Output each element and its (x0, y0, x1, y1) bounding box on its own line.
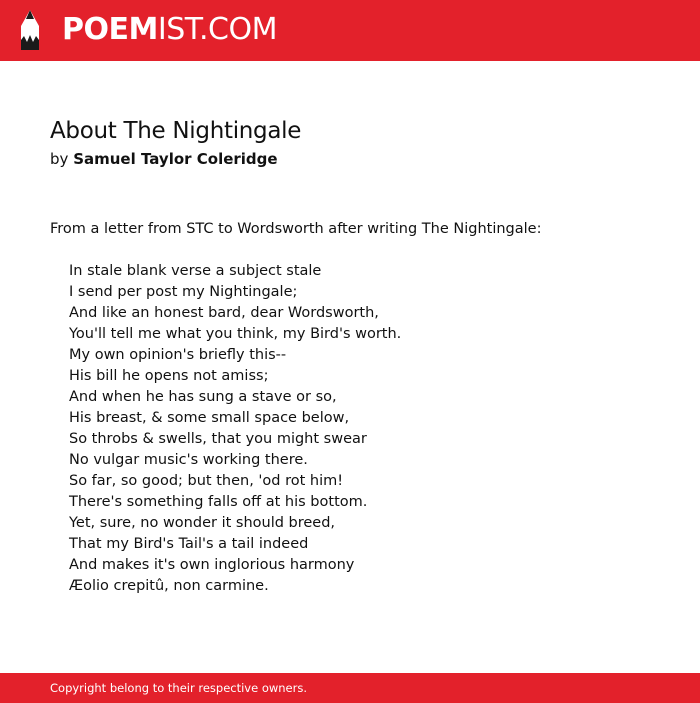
byline (50, 148, 278, 170)
poem-line: I send per post my Nightingale; (69, 284, 298, 300)
by-label: by (50, 150, 69, 168)
poem-line: And makes it's own inglorious harmony (69, 557, 355, 573)
site-header (0, 0, 700, 61)
site-logo-text[interactable] (62, 13, 277, 47)
brand-name-light: IST.COM (157, 12, 277, 47)
poem-line: There's something falls off at his bottom. (69, 494, 368, 510)
poem-line: His bill he opens not amiss; (69, 368, 269, 384)
author-name[interactable]: Samuel Taylor Coleridge (73, 150, 278, 168)
poem-line: Yet, sure, no wonder it should breed, (69, 515, 336, 531)
poem-line: My own opinion's briefly this-- (69, 347, 287, 363)
poem-line: And when he has sung a stave or so, (69, 389, 337, 405)
copyright-text: Copyright belong to their respective owners. (50, 681, 308, 695)
poem-line: His breast, & some small space below, (69, 410, 350, 426)
poem-line: Æolio crepitû, non carmine. (69, 578, 269, 594)
site-footer (0, 673, 700, 703)
poem-intro: From a letter from STC to Wordsworth after writing The Nightingale: (50, 221, 542, 237)
poem-line: So throbs & swells, that you might swear (69, 431, 367, 447)
poem-line: No vulgar music's working there. (69, 452, 308, 468)
poem-title: About The Nightingale (50, 118, 302, 144)
poem-line: You'll tell me what you think, my Bird's worth. (69, 326, 402, 342)
pen-nib-icon[interactable] (17, 9, 43, 51)
poem-line: That my Bird's Tail's a tail indeed (69, 536, 309, 552)
poem-line: So far, so good; but then, 'od rot him! (69, 473, 344, 489)
poem-line: In stale blank verse a subject stale (69, 263, 322, 279)
poem-body (69, 261, 401, 597)
poem-line: And like an honest bard, dear Wordsworth, (69, 305, 379, 321)
brand-name-bold: POEM (62, 12, 158, 47)
